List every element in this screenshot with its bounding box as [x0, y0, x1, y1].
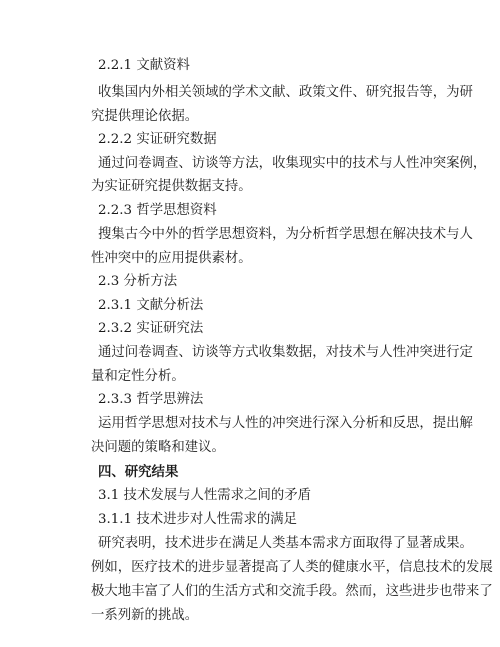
- paragraph-line: 一系列新的挑战。: [91, 608, 199, 623]
- paragraph-line: 究提供理论依据。: [91, 109, 199, 124]
- paragraph-line: 通过问卷调查、访谈等方法，收集现实中的技术与人性冲突案例，: [98, 156, 487, 171]
- heading-2-2-2: 2.2.2 实证研究数据: [98, 132, 217, 147]
- section-heading-results: 四、研究结果: [98, 464, 179, 480]
- heading-2-3: 2.3 分析方法: [98, 274, 178, 289]
- heading-2-2-1: 2.2.1 文献资料: [98, 58, 190, 73]
- paragraph-line: 收集国内外相关领域的学术文献、政策文件、研究报告等，为研: [98, 85, 473, 100]
- paragraph-line: 决问题的策略和建议。: [91, 440, 225, 455]
- paragraph-line: 研究表明，技术进步在满足人类基本需求方面取得了显著成果。: [98, 536, 473, 551]
- paragraph-line: 运用哲学思想对技术与人性的冲突进行深入分析和反思，提出解: [98, 416, 473, 431]
- heading-3-1: 3.1 技术发展与人性需求之间的矛盾: [98, 488, 312, 503]
- paragraph-line: 性冲突中的应用提供素材。: [91, 251, 252, 266]
- heading-3-1-1: 3.1.1 技术进步对人性需求的满足: [98, 512, 298, 527]
- paragraph-line: 例如，医疗技术的进步显著提高了人类的健康水平，信息技术的发展: [91, 560, 493, 575]
- heading-2-3-1: 2.3.1 文献分析法: [98, 298, 204, 313]
- paragraph-line: 极大地丰富了人们的生活方式和交流手段。然而，这些进步也带来了: [91, 584, 493, 599]
- heading-2-3-3: 2.3.3 哲学思辨法: [98, 392, 204, 407]
- paragraph-line: 量和定性分析。: [91, 369, 185, 384]
- paragraph-line: 通过问卷调查、访谈等方式收集数据，对技术与人性冲突进行定: [98, 345, 473, 360]
- heading-2-2-3: 2.2.3 哲学思想资料: [98, 203, 217, 218]
- paragraph-line: 搜集古今中外的哲学思想资料，为分析哲学思想在解决技术与人: [98, 227, 473, 242]
- heading-2-3-2: 2.3.2 实证研究法: [98, 321, 204, 336]
- paragraph-line: 为实证研究提供数据支持。: [91, 179, 252, 194]
